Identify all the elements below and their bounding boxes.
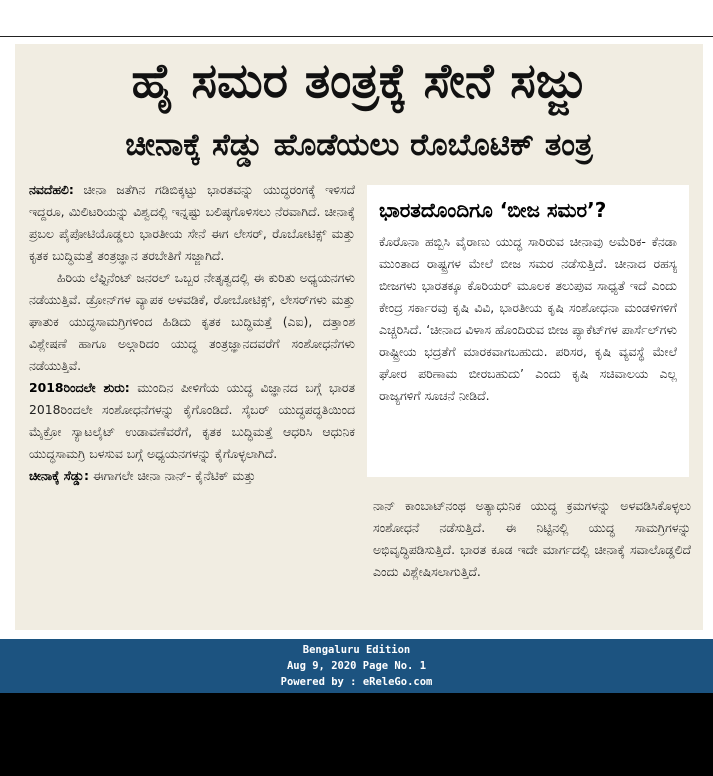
footer-powered-by[interactable]: Powered by : eReleGo.com xyxy=(280,676,433,688)
article-paragraph xyxy=(29,267,355,377)
article-headline: ಹೈ ಸಮರ ತಂತ್ರಕ್ಕೆ ಸೇನೆ ಸಜ್ಜು xyxy=(131,53,587,109)
paragraph-lead: 2018ರಿಂದಲೇ ಶುರು: xyxy=(29,380,130,395)
viewer-bottom-area xyxy=(0,693,713,776)
footer-date-page: Aug 9, 2020 Page No. 1 xyxy=(286,660,427,672)
footer-edition: Bengaluru Edition xyxy=(302,644,411,656)
article-continuation: ನಾನ್ ಕಾಂಬಾಟ್‌ನಂಥ ಅತ್ಯಾಧುನಿಕ ಯುದ್ಧ ಕ್ರಮಗಳನ್ನು ಅಳವಡಿಸಿಕೊಳ್ಳಲು ಸಂಶೋಧನೆ ನಡೆಸುತ್ತಿದೆ. ಈ ನಿಟ್ಟಿನಲ್ಲಿ ಯುದ್ಧ ಸಾಮಗ್ರಿಗಳನ್ನು ಅಭಿವೃದ್ಧಿಪಡಿಸುತ್ತಿದೆ. ಭಾರತ ಕೂಡ ಇದೇ ಮಾರ್ಗದಲ್ಲಿ ಚೀನಾಕ್ಕೆ ಸವಾಲೊಡ್ಡಲಿದೆ ಎಂದು ವಿಶ್ಲೇಷಿಸಲಾಗುತ್ತಿದೆ. xyxy=(373,498,691,579)
paragraph-text: ಹಿರಿಯ ಲೆಫ್ಟಿನೆಂಟ್ ಜನರಲ್ ಒಬ್ಬರ ನೇತೃತ್ವದಲ್ಲಿ ಈ ಕುರಿತು ಅಧ್ಯಯನಗಳು ನಡೆಯುತ್ತಿವೆ. ಡ್ರೋನ್‌ಗಳ ವ್ಯಾಪಕ ಅಳವಡಿಕೆ, ರೋಬೋಟಿಕ್ಸ್, ಲೇಸರ್‌ಗಳು ಮತ್ತು ಘಾತುಕ ಯುದ್ಧಸಾಮಗ್ರಿಗಳಿಂದ ಹಿಡಿದು ಕೃತಕ ಬುದ್ಧಿಮತ್ತೆ (ಎಐ), ದತ್ತಾಂಶ ವಿಶ್ಲೇಷಣೆ ಹಾಗೂ ಅಲ್ಗಾರಿದಂ ಯುದ್ಧ ತಂತ್ರಜ್ಞಾನದವರೆಗೆ ಸಂಶೋಧನೆಗಳು ನಡೆಯುತ್ತಿವೆ. xyxy=(29,270,355,373)
article-left-column xyxy=(29,179,355,625)
newspaper-clipping xyxy=(15,44,703,630)
article-paragraph xyxy=(29,377,355,465)
paragraph-lead: ಚೀನಾಕ್ಕೆ ಸೆಡ್ಡು: xyxy=(29,468,89,483)
sidebar-box xyxy=(367,185,689,477)
top-divider xyxy=(0,36,713,37)
paragraph-text: ಈಗಾಗಲೇ ಚೀನಾ ನಾನ್- ಕೈನೆಟಿಕ್ ಮತ್ತು xyxy=(88,468,256,483)
paragraph-text: ಚೀನಾ ಜತೆಗಿನ ಗಡಿಬಿಕ್ಕಟ್ಟು ಭಾರತವನ್ನು ಯುದ್ಧರಂಗಕ್ಕೆ ಇಳಿಸದೆ ಇದ್ದರೂ, ಮಿಲಿಟರಿಯನ್ನು ವಿಶ್ವದಲ್ಲಿ ಇನ್ನಷ್ಟು ಬಲಿಷ್ಠಗೊಳಿಸಲು ನೆರವಾಗಿದೆ. ಚೀನಾಕ್ಕೆ ಪ್ರಬಲ ಪೈಪೋಟಿಯೊಡ್ಡಲು ಭಾರತೀಯ ಸೇನೆ ಈಗ ಲೇಸರ್, ರೊಬೋಟಿಕ್ಸ್ ಮತ್ತು ಕೃತಕ ಬುದ್ಧಿಮತ್ತೆ ತಂತ್ರಜ್ಞಾನ ತರಬೇತಿಗೆ ಸಜ್ಜಾಗಿದೆ. xyxy=(29,182,355,263)
paragraph-text: ಮುಂದಿನ ಪೀಳಿಗೆಯ ಯುದ್ಧ ವಿಜ್ಞಾನದ ಬಗ್ಗೆ ಭಾರತ 2018ರಿಂದಲೇ ಸಂಶೋಧನೆಗಳನ್ನು ಕೈಗೊಂಡಿದೆ. ಸೈಬರ್ ಯುದ್ಧಪದ್ಧತಿಯಿಂದ ಮೈಕ್ರೋ ಸ್ಯಾಟಲೈಟ್ ಉಡಾವಣೆವರೆಗೆ, ಕೃತಕ ಬುದ್ಧಿಮತ್ತೆ ಆಧರಿಸಿ ಆಧುನಿಕ ಯುದ್ಧಸಾಮಗ್ರಿ ಬಳಸುವ ಬಗ್ಗೆ ಅಧ್ಯಯನಗಳನ್ನು ಕೈಗೊಳ್ಳಲಾಗಿದೆ. xyxy=(29,380,355,461)
article-paragraph xyxy=(29,179,355,267)
sidebar-box-body xyxy=(379,231,677,469)
sidebar-box-title: ಭಾರತದೊಂದಿಗೂ ‘ಬೀಜ ಸಮರ’? xyxy=(379,198,607,222)
sidebar-box-text: ಕೊರೊನಾ ಹಬ್ಬಿಸಿ ವೈರಾಣು ಯುದ್ಧ ಸಾರಿರುವ ಚೀನಾವು ಅಮೆರಿಕ- ಕೆನಡಾ ಮುಂತಾದ ರಾಷ್ಟ್ರಗಳ ಮೇಲೆ ಬೀಜ ಸಮರ ನಡೆಸುತ್ತಿದೆ. ಚೀನಾದ ರಹಸ್ಯ ಬೀಜಗಳು ಭಾರತಕ್ಕೂ ಕೊರಿಯರ್ ಮೂಲಕ ತಲುಪುವ ಸಾಧ್ಯತೆ ಇದೆ ಎಂದು ಕೇಂದ್ರ ಸರ್ಕಾರವು ಕೃಷಿ ವಿವಿ, ಭಾರತೀಯ ಕೃಷಿ ಸಂಶೋಧನಾ ಮಂಡಳಿಗಳಿಗೆ ಎಚ್ಚರಿಸಿದೆ. ‘ಚೀನಾದ ವಿಳಾಸ ಹೊಂದಿರುವ ಬೀಜ ಪ್ಯಾಕೆಟ್‌ಗಳ ಪಾರ್ಸೆಲ್‌ಗಳು ರಾಷ್ಟ್ರೀಯ ಭದ್ರತೆಗೆ ಮಾರಕವಾಗಬಹುದು. ಪರಿಸರ, ಕೃಷಿ ವ್ಯವಸ್ಥೆ ಮೇಲೆ ಘೋರ ಪರಿಣಾಮ ಬೀರಬಹುದು’ ಎಂದು ಕೃಷಿ ಸಚಿವಾಲಯ ಎಲ್ಲ ರಾಜ್ಯಗಳಿಗೆ ಸೂಚನೆ ನೀಡಿದೆ. xyxy=(379,234,677,403)
paragraph-lead: ನವದೆಹಲಿ: xyxy=(29,182,74,197)
article-paragraph xyxy=(29,465,355,487)
edition-footer xyxy=(0,639,713,693)
article-subheadline: ಚೀನಾಕ್ಕೆ ಸೆಡ್ಡು ಹೊಡೆಯಲು ರೊಬೊಟಿಕ್ ತಂತ್ರ xyxy=(125,127,593,163)
article-right-column xyxy=(373,495,691,620)
